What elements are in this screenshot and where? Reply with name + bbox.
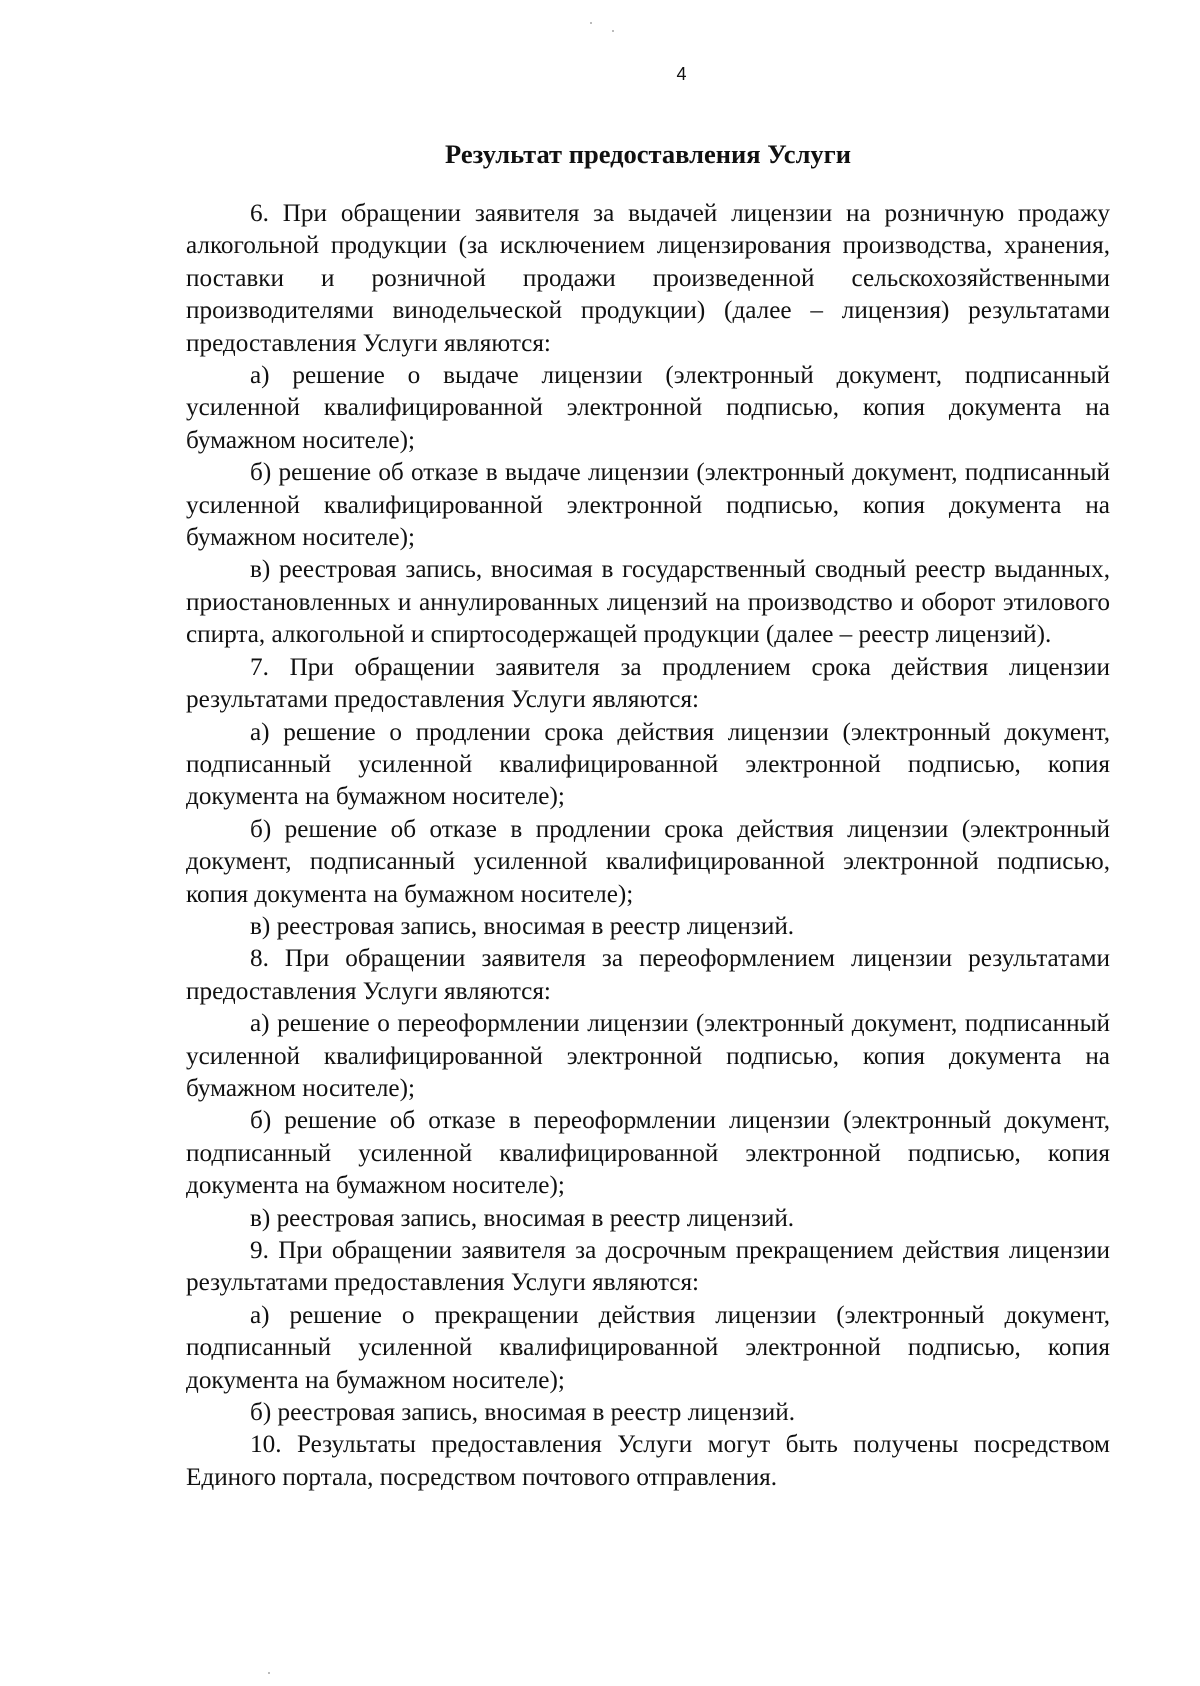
paragraph-6b: б) решение об отказе в выдаче лицензии (электронный документ, подписанный усиленной квалифицированной электронной подписью, копия документа на бумажном носителе); — [186, 459, 1110, 552]
section-heading: Результат предоставления Услуги — [445, 139, 851, 169]
paragraph-8v: в) реестровая запись, вносимая в реестр лицензий. — [250, 1204, 795, 1232]
paragraph-7v: в) реестровая запись, вносимая в реестр лицензий. — [250, 912, 795, 940]
paragraph-6v: в) реестровая запись, вносимая в государственный сводный реестр выданных, приостановленных и аннулированных лицензий на производство и оборот этилового спирта, алкогольной и спиртосодержащей продукции (далее – реестр лицензий). — [186, 556, 1110, 649]
paragraph-8a: а) решение о переоформлении лицензии (электронный документ, подписанный усиленной квалифицированной электронной подписью, копия документа на бумажном носителе); — [186, 1010, 1110, 1102]
page-number: 4 — [676, 64, 687, 84]
paragraph-6: 6. При обращении заявителя за выдачей лицензии на розничную продажу алкогольной продукции (за исключением лицензирования производства, хранения, поставки и розничной продажи произведенной сельскохозяйственными производителями винодельческой продукции) (далее – лицензия) результатами предоставления Услуги являются: — [186, 200, 1110, 357]
paragraph-7a: а) решение о продлении срока действия лицензии (электронный документ, подписанный усиленной квалифицированной электронной подписью, копия документа на бумажном носителе); — [186, 718, 1110, 811]
paragraph-6a: а) решение о выдаче лицензии (электронный документ, подписанный усиленной квалифицированной электронной подписью, копия документа на бумажном носителе); — [186, 362, 1110, 454]
paragraph-8b: б) решение об отказе в переоформлении лицензии (электронный документ, подписанный усиленной квалифицированной электронной подписью, копия документа на бумажном носителе); — [186, 1107, 1110, 1200]
paragraph-7: 7. При обращении заявителя за продлением срока действия лицензии результатами предоставления Услуги являются: — [186, 653, 1110, 714]
scan-speck — [612, 30, 614, 32]
scan-speck — [590, 22, 592, 24]
scan-speck — [268, 1672, 270, 1674]
paragraph-9: 9. При обращении заявителя за досрочным прекращением действия лицензии результатами предоставления Услуги являются: — [186, 1237, 1110, 1297]
paragraph-8: 8. При обращении заявителя за переоформлением лицензии результатами предоставления Услуги являются: — [186, 945, 1110, 1005]
paragraph-10: 10. Результаты предоставления Услуги могут быть получены посредством Единого портала, посредством почтового отправления. — [186, 1431, 1110, 1491]
body-text — [186, 198, 1110, 1494]
paragraph-7b: б) решение об отказе в продлении срока действия лицензии (электронный документ, подписанный усиленной квалифицированной электронной подписью, копия документа на бумажном носителе); — [186, 815, 1110, 908]
paragraph-9b: б) реестровая запись, вносимая в реестр лицензий. — [250, 1399, 796, 1427]
paragraph-9a: а) решение о прекращении действия лицензии (электронный документ, подписанный усиленной квалифицированной электронной подписью, копия документа на бумажном носителе); — [186, 1301, 1110, 1394]
